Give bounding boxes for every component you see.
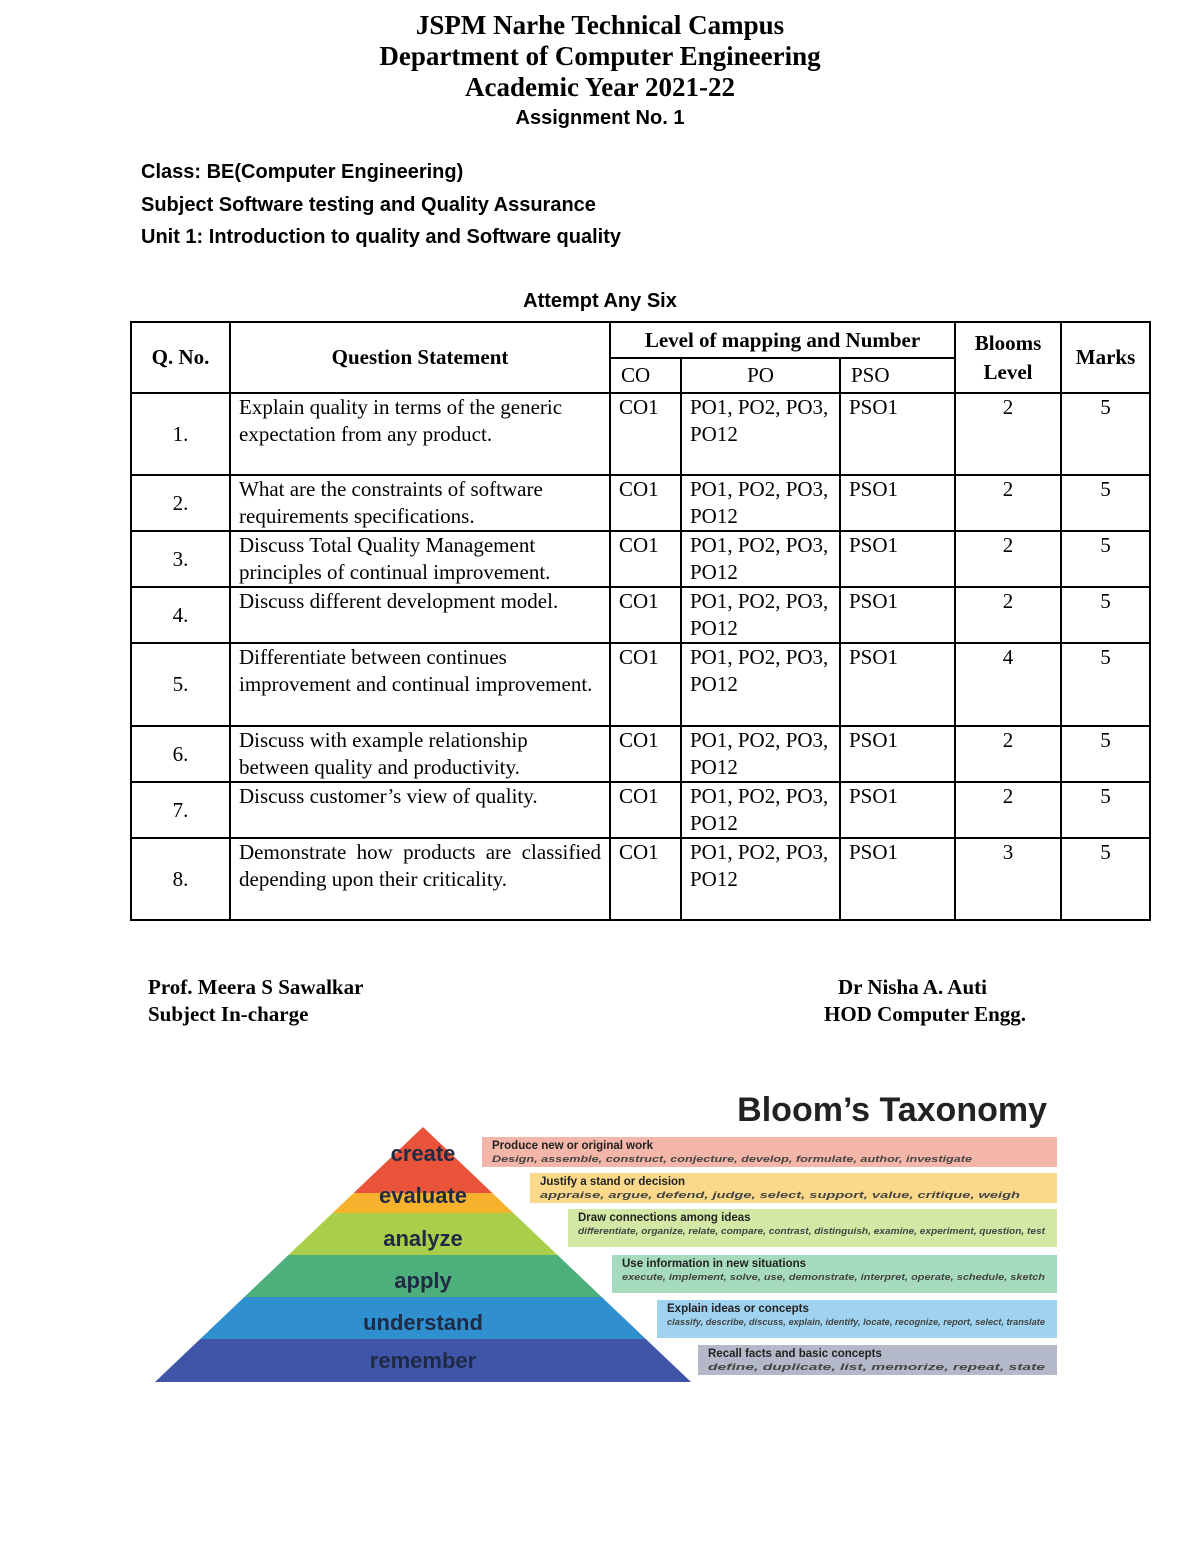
subject-incharge-name: Prof. Meera S Sawalkar	[148, 975, 364, 999]
class-line: Class: BE(Computer Engineering)	[141, 161, 464, 183]
header-qno: Q. No.	[131, 322, 230, 393]
header-statement: Question Statement	[230, 322, 610, 393]
question-number: 8.	[131, 838, 230, 920]
question-number: 2.	[131, 475, 230, 531]
level-label-create: create	[390, 1141, 456, 1166]
subject-line: Subject Software testing and Quality Assurance	[141, 193, 596, 216]
question-statement: Differentiate between continues improvement and continual improvement.	[230, 643, 610, 726]
marks: 5	[1061, 782, 1150, 838]
marks: 5	[1061, 475, 1150, 531]
pso-mapping: PSO1	[840, 643, 955, 726]
table-row	[131, 838, 1150, 920]
blooms-level: 2	[955, 393, 1061, 475]
description-heading: Draw connections among ideas	[578, 1212, 751, 1224]
instruction: Attempt Any Six	[523, 290, 677, 312]
marks: 5	[1061, 838, 1150, 920]
institute-name: JSPM Narhe Technical Campus	[415, 10, 785, 40]
po-mapping: PO1, PO2, PO3, PO12	[681, 393, 840, 475]
question-number: 1.	[131, 393, 230, 475]
assignment-number: Assignment No. 1	[515, 107, 685, 129]
department-name: Department of Computer Engineering	[379, 41, 821, 71]
po-mapping: PO1, PO2, PO3, PO12	[681, 587, 840, 643]
blooms-level: 3	[955, 838, 1061, 920]
blooms-level: 2	[955, 587, 1061, 643]
description-heading: Recall facts and basic concepts	[708, 1348, 882, 1360]
question-number: 4.	[131, 587, 230, 643]
co-mapping: CO1	[610, 475, 681, 531]
po-mapping: PO1, PO2, PO3, PO12	[681, 643, 840, 726]
level-label-analyze: analyze	[383, 1226, 463, 1251]
question-number: 3.	[131, 531, 230, 587]
marks: 5	[1061, 393, 1150, 475]
blooms-level: 4	[955, 643, 1061, 726]
co-mapping: CO1	[610, 726, 681, 782]
question-statement: Discuss different development model.	[230, 587, 610, 643]
co-mapping: CO1	[610, 838, 681, 920]
question-statement: What are the constraints of software requirements specifications.	[230, 475, 610, 531]
table-row	[131, 587, 1150, 643]
po-mapping: PO1, PO2, PO3, PO12	[681, 782, 840, 838]
blooms-level: 2	[955, 531, 1061, 587]
table-row	[131, 393, 1150, 475]
blooms-level: 2	[955, 782, 1061, 838]
header-po: PO	[681, 358, 840, 393]
description-heading: Use information in new situations	[622, 1258, 807, 1270]
question-rows	[131, 393, 1150, 920]
unit-line: Unit 1: Introduction to quality and Software quality	[141, 226, 621, 248]
question-statement: Discuss Total Quality Management principles of continual improvement.	[230, 531, 610, 587]
table-row	[131, 643, 1150, 726]
marks: 5	[1061, 726, 1150, 782]
co-mapping: CO1	[610, 531, 681, 587]
course-info	[141, 158, 621, 256]
level-label-remember: remember	[369, 1348, 477, 1373]
header-blooms: Blooms Level	[955, 322, 1061, 393]
question-table	[130, 321, 1151, 921]
signature-right	[824, 974, 1026, 1028]
co-mapping: CO1	[610, 587, 681, 643]
pso-mapping: PSO1	[840, 475, 955, 531]
header-mapping: Level of mapping and Number	[610, 322, 955, 358]
hod-name: Dr Nisha A. Auti	[838, 975, 987, 999]
question-statement: Demonstrate how products are classified depending upon their criticality.	[230, 838, 610, 920]
marks: 5	[1061, 587, 1150, 643]
academic-year: Academic Year 2021-22	[465, 72, 735, 102]
pso-mapping: PSO1	[840, 782, 955, 838]
marks: 5	[1061, 643, 1150, 726]
description-verbs: classify, describe, discuss, explain, identify, locate, recognize, report, select, translate	[667, 1317, 1045, 1327]
description-verbs: appraise, argue, defend, judge, select, support, value, critique, weigh	[540, 1190, 1021, 1200]
blooms-taxonomy-figure	[150, 1085, 1070, 1395]
table-row	[131, 531, 1150, 587]
table-row	[131, 475, 1150, 531]
blooms-level: 2	[955, 475, 1061, 531]
description-verbs: differentiate, organize, relate, compare, contrast, distinguish, examine, experiment, question, test	[578, 1226, 1047, 1236]
co-mapping: CO1	[610, 782, 681, 838]
pso-mapping: PSO1	[840, 587, 955, 643]
level-label-evaluate: evaluate	[378, 1183, 468, 1208]
header-marks: Marks	[1061, 322, 1150, 393]
description-heading: Justify a stand or decision	[540, 1176, 686, 1188]
subject-incharge-role: Subject In-charge	[148, 1002, 309, 1026]
description-verbs: execute, implement, solve, use, demonstrate, interpret, operate, schedule, sketch	[622, 1272, 1046, 1282]
signature-left	[148, 974, 363, 1028]
po-mapping: PO1, PO2, PO3, PO12	[681, 475, 840, 531]
header-co: CO	[610, 358, 681, 393]
table-row	[131, 782, 1150, 838]
hod-role: HOD Computer Engg.	[824, 1002, 1027, 1026]
co-mapping: CO1	[610, 393, 681, 475]
question-statement: Discuss with example relationship between quality and productivity.	[230, 726, 610, 782]
document-header	[0, 10, 1200, 131]
header-pso: PSO	[840, 358, 955, 393]
description-verbs: Design, assemble, construct, conjecture, develop, formulate, author, investigate	[492, 1154, 972, 1164]
question-number: 5.	[131, 643, 230, 726]
table-row	[131, 726, 1150, 782]
pso-mapping: PSO1	[840, 393, 955, 475]
question-number: 7.	[131, 782, 230, 838]
pso-mapping: PSO1	[840, 838, 955, 920]
question-statement: Discuss customer’s view of quality.	[230, 782, 610, 838]
description-verbs: define, duplicate, list, memorize, repeat, state	[708, 1362, 1045, 1372]
co-mapping: CO1	[610, 643, 681, 726]
description-heading: Produce new or original work	[492, 1140, 654, 1152]
pso-mapping: PSO1	[840, 531, 955, 587]
po-mapping: PO1, PO2, PO3, PO12	[681, 726, 840, 782]
blooms-title: Bloom’s Taxonomy	[737, 1091, 1047, 1129]
level-label-understand: understand	[363, 1310, 483, 1335]
level-label-apply: apply	[394, 1268, 452, 1293]
question-number: 6.	[131, 726, 230, 782]
po-mapping: PO1, PO2, PO3, PO12	[681, 531, 840, 587]
pso-mapping: PSO1	[840, 726, 955, 782]
marks: 5	[1061, 531, 1150, 587]
question-statement: Explain quality in terms of the generic expectation from any product.	[230, 393, 610, 475]
po-mapping: PO1, PO2, PO3, PO12	[681, 838, 840, 920]
description-heading: Explain ideas or concepts	[667, 1303, 809, 1315]
blooms-level: 2	[955, 726, 1061, 782]
